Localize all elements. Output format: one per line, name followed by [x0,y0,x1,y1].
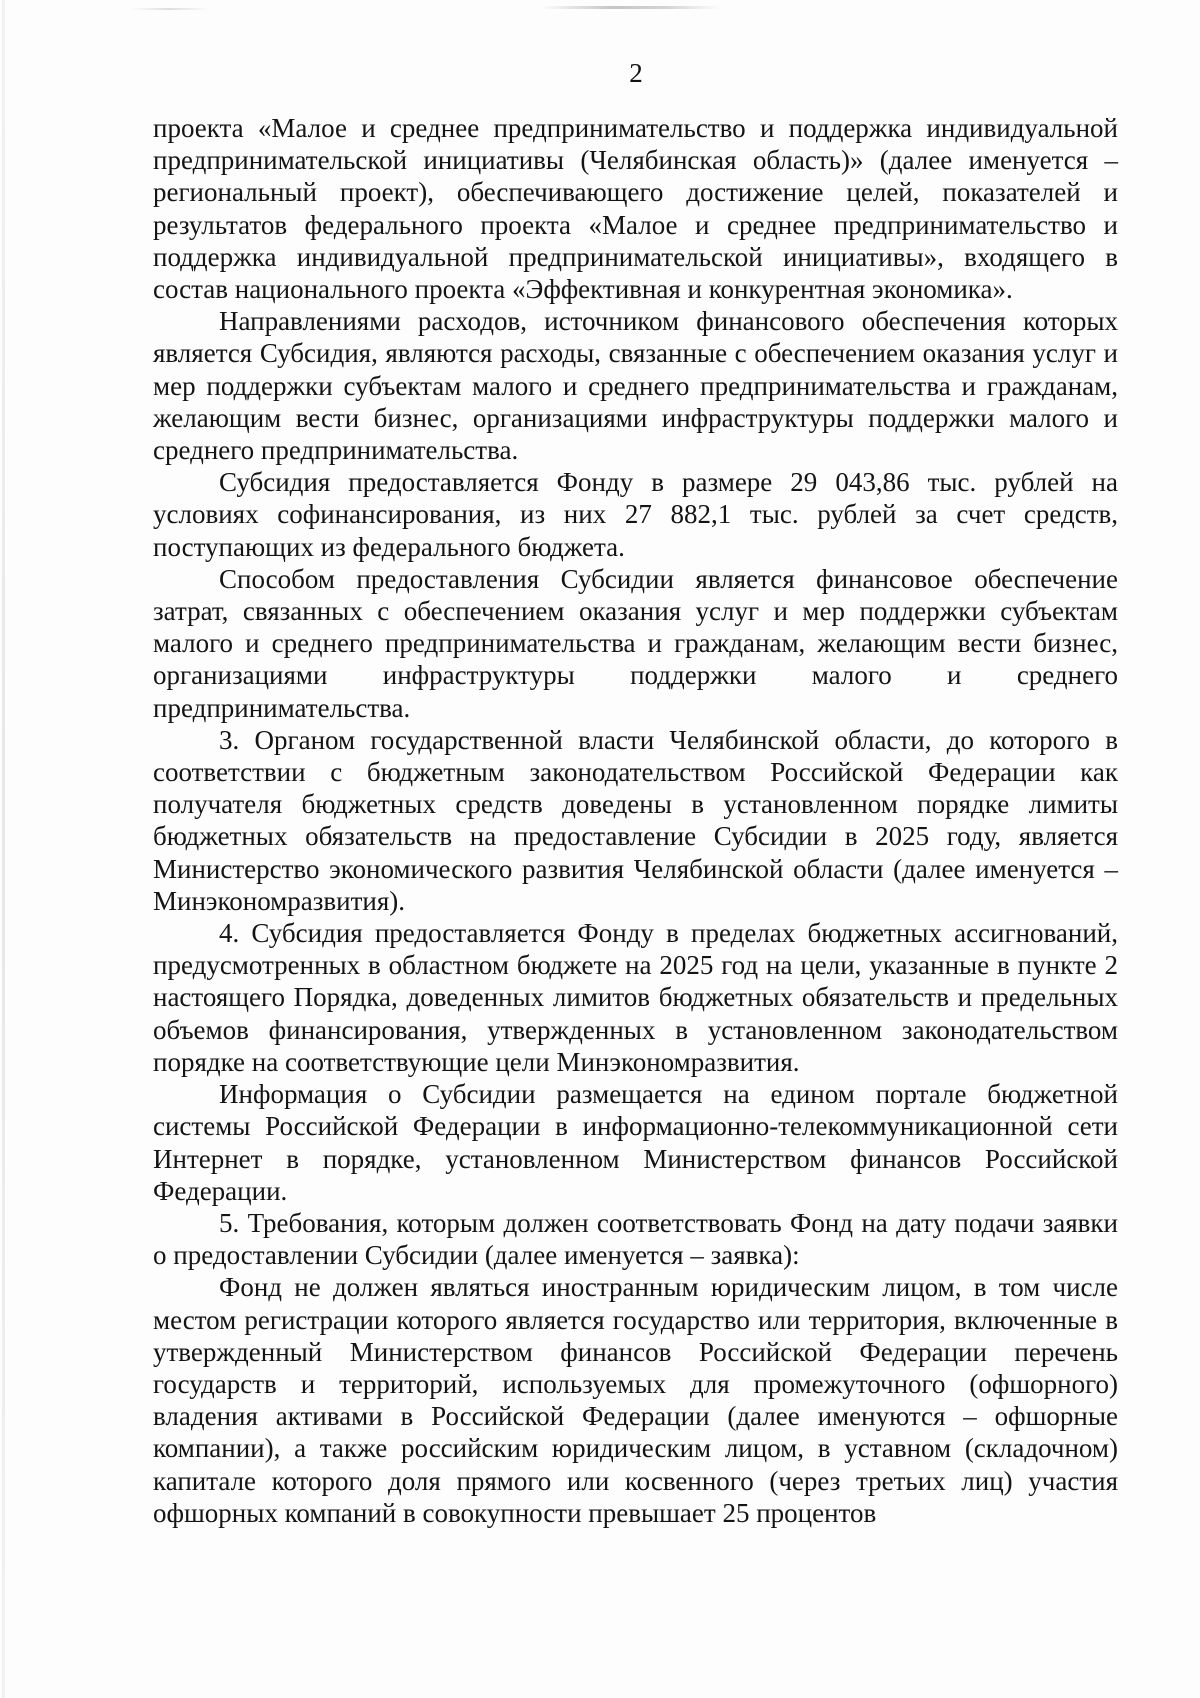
scan-artifact [540,6,720,9]
paragraph-item-3: 3. Органом государственной власти Челябинской области, до которого в соответствии с бюджетным законодательством Российской Федерации как получателя бюджетных средств доведены в установленном порядке лимиты бюджетных обязательств на предоставление Субсидии в 2025 году, является Министерство экономического развития Челябинской области (далее именуется – Минэкономразвития). [153,724,1118,916]
paragraph: Информация о Субсидии размещается на едином портале бюджетной системы Российской Федерации в информационно-телекоммуникационной сети Интернет в порядке, установленном Министерством финансов Российской Федерации. [153,1079,1118,1206]
scan-edge [2,0,5,1698]
paragraph-item-5: 5. Требования, которым должен соответствовать Фонд на дату подачи заявки о предоставлении Субсидии (далее именуется – заявка): [153,1207,1118,1271]
document-body [153,112,1118,1529]
paragraph: Субсидия предоставляется Фонду в размере 29 043,86 тыс. рублей на условиях софинансирования, из них 27 882,1 тыс. рублей за счет средств, поступающих из федерального бюджета. [153,467,1118,562]
scan-artifact [130,8,210,10]
page-number: 2 [629,58,643,88]
paragraph: Способом предоставления Субсидии является финансовое обеспечение затрат, связанных с обеспечением оказания услуг и мер поддержки субъектам малого и среднего предпринимательства и гражданам, желающим вести бизнес, организациями инфраструктуры поддержки малого и среднего предпринимательства. [153,563,1118,723]
paragraph: Направлениями расходов, источником финансового обеспечения которых является Субсидия, являются расходы, связанные с обеспечением оказания услуг и мер поддержки субъектам малого и среднего предпринимательства и гражданам, желающим вести бизнес, организациями инфраструктуры поддержки малого и среднего предпринимательства. [153,306,1118,466]
paragraph-continuation: проекта «Малое и среднее предпринимательство и поддержка индивидуальной предпринимательской инициативы (Челябинская область)» (далее именуется – региональный проект), обеспечивающего достижение целей, показателей и результатов федерального проекта «Малое и среднее предпринимательство и поддержка индивидуальной предпринимательской инициативы», входящего в состав национального проекта «Эффективная и конкурентная экономика». [153,113,1118,305]
paragraph: Фонд не должен являться иностранным юридическим лицом, в том числе местом регистрации которого является государство или территория, включенные в утвержденный Министерством финансов Российской Федерации перечень государств и территорий, используемых для промежуточного (офшорного) владения активами в Российской Федерации (далее именуются – офшорные компании), а также российским юридическим лицом, в уставном (складочном) капитале которого доля прямого или косвенного (через третьих лиц) участия офшорных компаний в совокупности превышает 25 процентов [153,1272,1118,1528]
paragraph-item-4: 4. Субсидия предоставляется Фонду в пределах бюджетных ассигнований, предусмотренных в областном бюджете на 2025 год на цели, указанные в пункте 2 настоящего Порядка, доведенных лимитов бюджетных обязательств и предельных объемов финансирования, утвержденных в установленном законодательством порядке на соответствующие цели Минэкономразвития. [153,918,1118,1077]
